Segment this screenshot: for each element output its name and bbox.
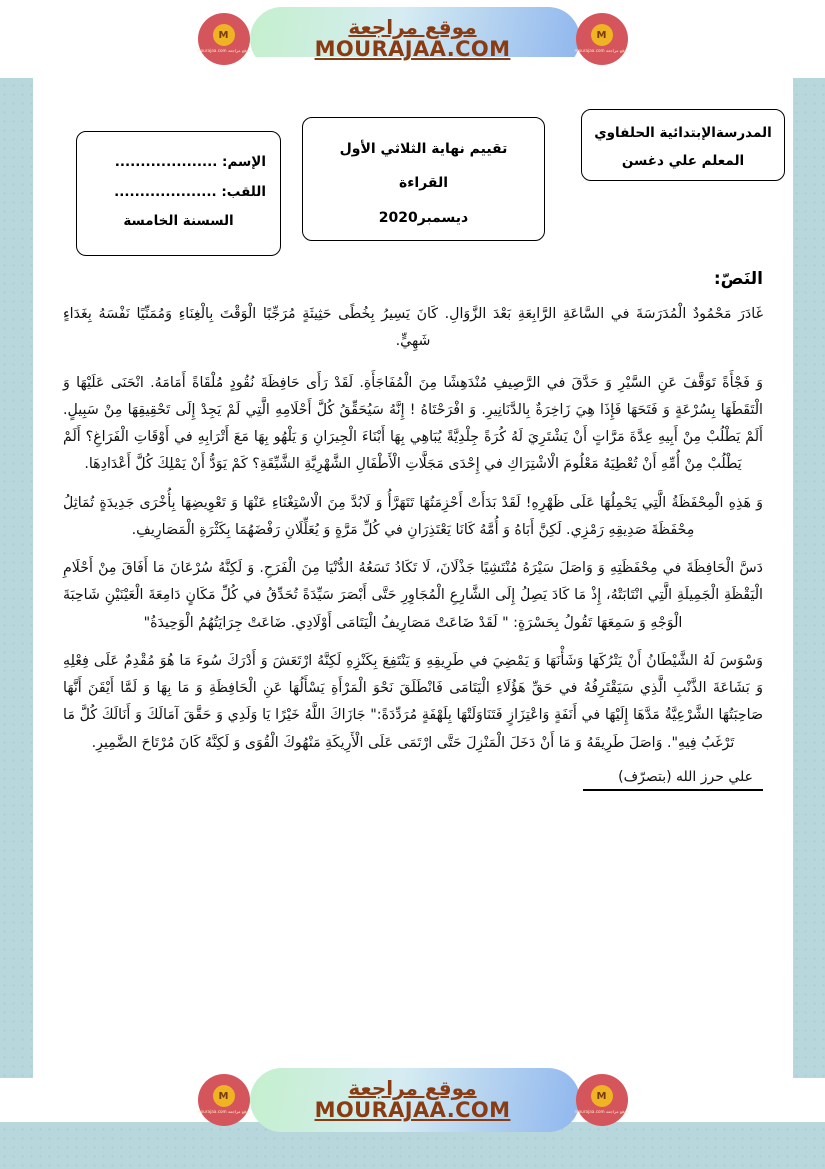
- logo-caption-bottom-left: موقع مراجعة mourajaa.com: [196, 1109, 251, 1115]
- attribution-underline: [583, 789, 763, 791]
- logo-mark-right: M: [591, 24, 613, 46]
- banner-arabic-title-bottom: موقع مراجعة: [348, 1076, 477, 1101]
- student-grade: السسنة الخامسة: [123, 213, 234, 230]
- paragraph: وَ فَجْأَةً تَوَقَّفَ عَنِ السَّيْرِ وَ حَدَّقَ في الرَّصِيفِ مُنْدَهِشًا مِنَ الْمُفَاجَأَةِ. لَقَدْ رَأَى حَافِظَةَ نُقُودٍ مُلْقَاةً أَمَامَهُ. انْحَنَى عَلَيْهَا وَ الْتَقَطَهَا بِسُرْعَةٍ وَ فَتَحَهَا فَإِذَا هِيَ زَاخِرَةٌ بِالدَّنَانِيرِ. وَ افْرَحْتَاهُ ! إِنَّهُ سَيُحَقِّقُ كُلَّ أَحْلَامِهِ الَّتِي لَمْ يَجِدْ إِلَى تَحْقِيقِهَا مِنْ سَبِيلٍ. أَلَمْ يَطْلُبْ مِنْ أَبِيهِ عِدَّةَ مَرَّاتٍ أَنْ يَشْتَرِيَ لَهُ كُرَةً جِلْدِيَّةً يُبَاهِي بِهَا أَبْنَاءَ الْجِيرَانِ وَ يَلْهُو بِهَا مَعَ أَتْرَابِهِ في أَوْقَاتِ الْفَرَاغِ؟ أَلَمْ يَطْلُبْ مِنْ أُمِّهِ أَنْ تُعْطِيَهُ مَعْلُومَ الْاشْتِرَاكِ في إِحْدَى مَجَلَّاتِ الْأَطْفَالِ الشَّهْرِيَّةِ الشَّيِّقَةِ؟ كَمْ يَوَدُّ أَنْ يَمْلِكَ كُلَّ أَعْدَادِهَا.: [63, 374, 763, 473]
- student-name-field[interactable]: الإسم: ....................: [114, 154, 266, 170]
- logo-mark-bottom-left: M: [213, 1085, 235, 1107]
- banner-text: [315, 17, 511, 60]
- exam-title: تقييم نهاية الثلاثي الأول: [339, 141, 508, 157]
- text-attribution: علي حرز الله (بتصرّف): [618, 768, 753, 785]
- logo-mark-bottom-right: M: [591, 1085, 613, 1107]
- exam-header-row: [33, 109, 793, 249]
- logo-caption-left: موقع مراجعة mourajaa.com: [196, 48, 251, 54]
- school-name: المدرسةالإبتدائية الحلفاوي: [594, 125, 772, 141]
- logo-mark-left: M: [213, 24, 235, 46]
- paragraph: غَادَرَ مَحْمُودٌ الْمُدَرَسَةَ في السَّاعَةِ الرَّابِعَةِ بَعْدَ الزَّوَالِ. كَانَ يَسِيرُ بِخُطًى حَثِيثَةٍ مُرَجِّبًا الْوَقْتَ بِالْغِنَاءِ وَمُمَنِّيًا نَفْسَهُ بِغَدَاءٍ شَهِيٍّ.: [63, 306, 763, 350]
- banner-url[interactable]: MOURAJAA.COM: [314, 37, 511, 62]
- exam-info-box: [302, 117, 545, 241]
- paragraph: وَ هَذِهِ الْمِحْفَظَةُ الَّتِي يَحْمِلُهَا عَلَى ظَهْرِهِ! لَقَدْ بَدَأَتْ أَحْزِمَتُهَا تَتَهَرَّأُ وَ لَابُدَّ مِنَ الْاسْتِغْنَاءِ عَنْهَا وَ تَعْوِيضِهَا بِأُخْرَى جَدِيدَةٍ تُمَاثِلُ مِحْفَظَةَ صَدِيقِهِ رَمْزِي. لَكِنَّ أَبَاهُ وَ أُمَّهُ كَانَا يَعْتَذِرَانِ في كُلِّ مَرَّةٍ وَ يُعَلِّلَانِ رَفْضَهُمَا بِكَثْرَةِ الْمَصَارِيفِ.: [63, 494, 763, 538]
- logo-caption-right: موقع مراجعة mourajaa.com: [574, 48, 629, 54]
- school-info-box: [581, 109, 785, 181]
- mourajaa-logo-icon-bottom-right: [576, 1074, 628, 1126]
- section-title-text: النَصّ:: [713, 269, 763, 289]
- document-sheet: [33, 57, 793, 1079]
- banner-arabic-title: موقع مراجعة: [348, 15, 477, 40]
- logo-caption-bottom-right: موقع مراجعة mourajaa.com: [574, 1109, 629, 1115]
- teacher-name: المعلم علي دغسن: [621, 153, 745, 170]
- banner-text-bottom: [315, 1078, 511, 1121]
- student-surname-field[interactable]: اللقب: ....................: [114, 183, 266, 200]
- banner-url-bottom[interactable]: MOURAJAA.COM: [314, 1098, 511, 1123]
- mourajaa-logo-icon-left: [198, 13, 250, 65]
- banner-inner-bottom: [198, 1066, 628, 1134]
- exam-date: ديسمبر2020: [378, 209, 469, 226]
- student-info-box: [76, 131, 281, 256]
- paragraph: وَسْوَسَ لَهُ الشَّيْطَانُ أَنْ يَتْرُكَهَا وَشَأْنَهَا وَ يَمْضِيَ في طَرِيقِهِ وَ يَنْتَفِعَ بِكَنْزِهِ لَكِنَّهُ ارْتَعَشَ وَ أَدْرَكَ سُوءَ مَا هُوَ مُقْدِمٌ عَلَى فِعْلِهِ وَ بَشَاعَةَ الذَّنْبِ الَّذِي سَيَقْتَرِفُهُ في حَقِّ هَؤُلَاءِ الْيَتَامَى فَانْطَلَقَ نَحْوَ الْمَرْأَةِ يَسْأَلُهَا عَنِ الْحَافِظَةِ وَ مَا بِهَا وَ لَمَّا أَيْقَنَ أَنَّهَا صَاحِبَتُهَا الشَّرْعِيَّةُ مَدَّهَا إِلَيْهَا في أَنَفَةٍ وَاعْتِزَازٍ فَتَنَاوَلَتْهَا بِلَهْفَةٍ مُرَدِّدَةً:" جَازَاكَ اللَّهُ خَيْرًا يَا وَلَدِي وَ حَقَّقَ آمَالَكَ وَ أَنَالَكَ كُلَّ مَا تَرْغَبُ فِيهِ". وَاصَلَ طَرِيقَهُ وَ مَا أَنْ دَخَلَ الْمَنْزِلَ حَتَّى ارْتَمَى عَلَى الْأَرِيكَةِ مَنْهُوكَ الْقُوَى وَ لَكِنَّهُ كَانَ مُرْتَاحَ الضَّمِيرِ.: [63, 652, 763, 751]
- exam-subject: القراءة: [398, 175, 449, 192]
- bottom-watermark-banner: [0, 1078, 825, 1122]
- mourajaa-logo-icon-right: [576, 13, 628, 65]
- mourajaa-logo-icon-bottom-left: [198, 1074, 250, 1126]
- paragraph: دَسَّ الْحَافِظَةَ في مِحْفَظَتِهِ وَ وَاصَلَ سَيْرَهُ مُنْتَشِيًا جَذْلَانَ، لَا تَكَادُ تَسَعُهُ الدُّنْيَا مِنَ الْفَرَحِ. وَ لَكِنَّهُ سُرْعَانَ مَا أَفَاقَ مِنْ أَحْلَامِ الْيَقْظَةِ الْجَمِيلَةِ الَّتِي انْتَابَتْهُ، إِذْ مَا كَادَ يَصِلُ إِلَى الشَّارِعِ الْمُجَاوِرِ حَتَّى أَبْصَرَ سَيِّدَةً تُحَدِّقُ في كُلِّ مَكَانٍ دَامِعَةَ الْعَيْنَيْنِ شَاحِبَةَ الْوَجْهِ وَ سَمِعَهَا تَقُولُ بِحَسْرَةٍ: " لَقَدْ ضَاعَتْ مَصَارِيفُ الْيَتَامَى أَوْلَادِي. ضَاعَتْ جِرَايَتُهُمُ الْوَحِيدَةُ": [63, 560, 763, 631]
- reading-text-content: [63, 269, 763, 791]
